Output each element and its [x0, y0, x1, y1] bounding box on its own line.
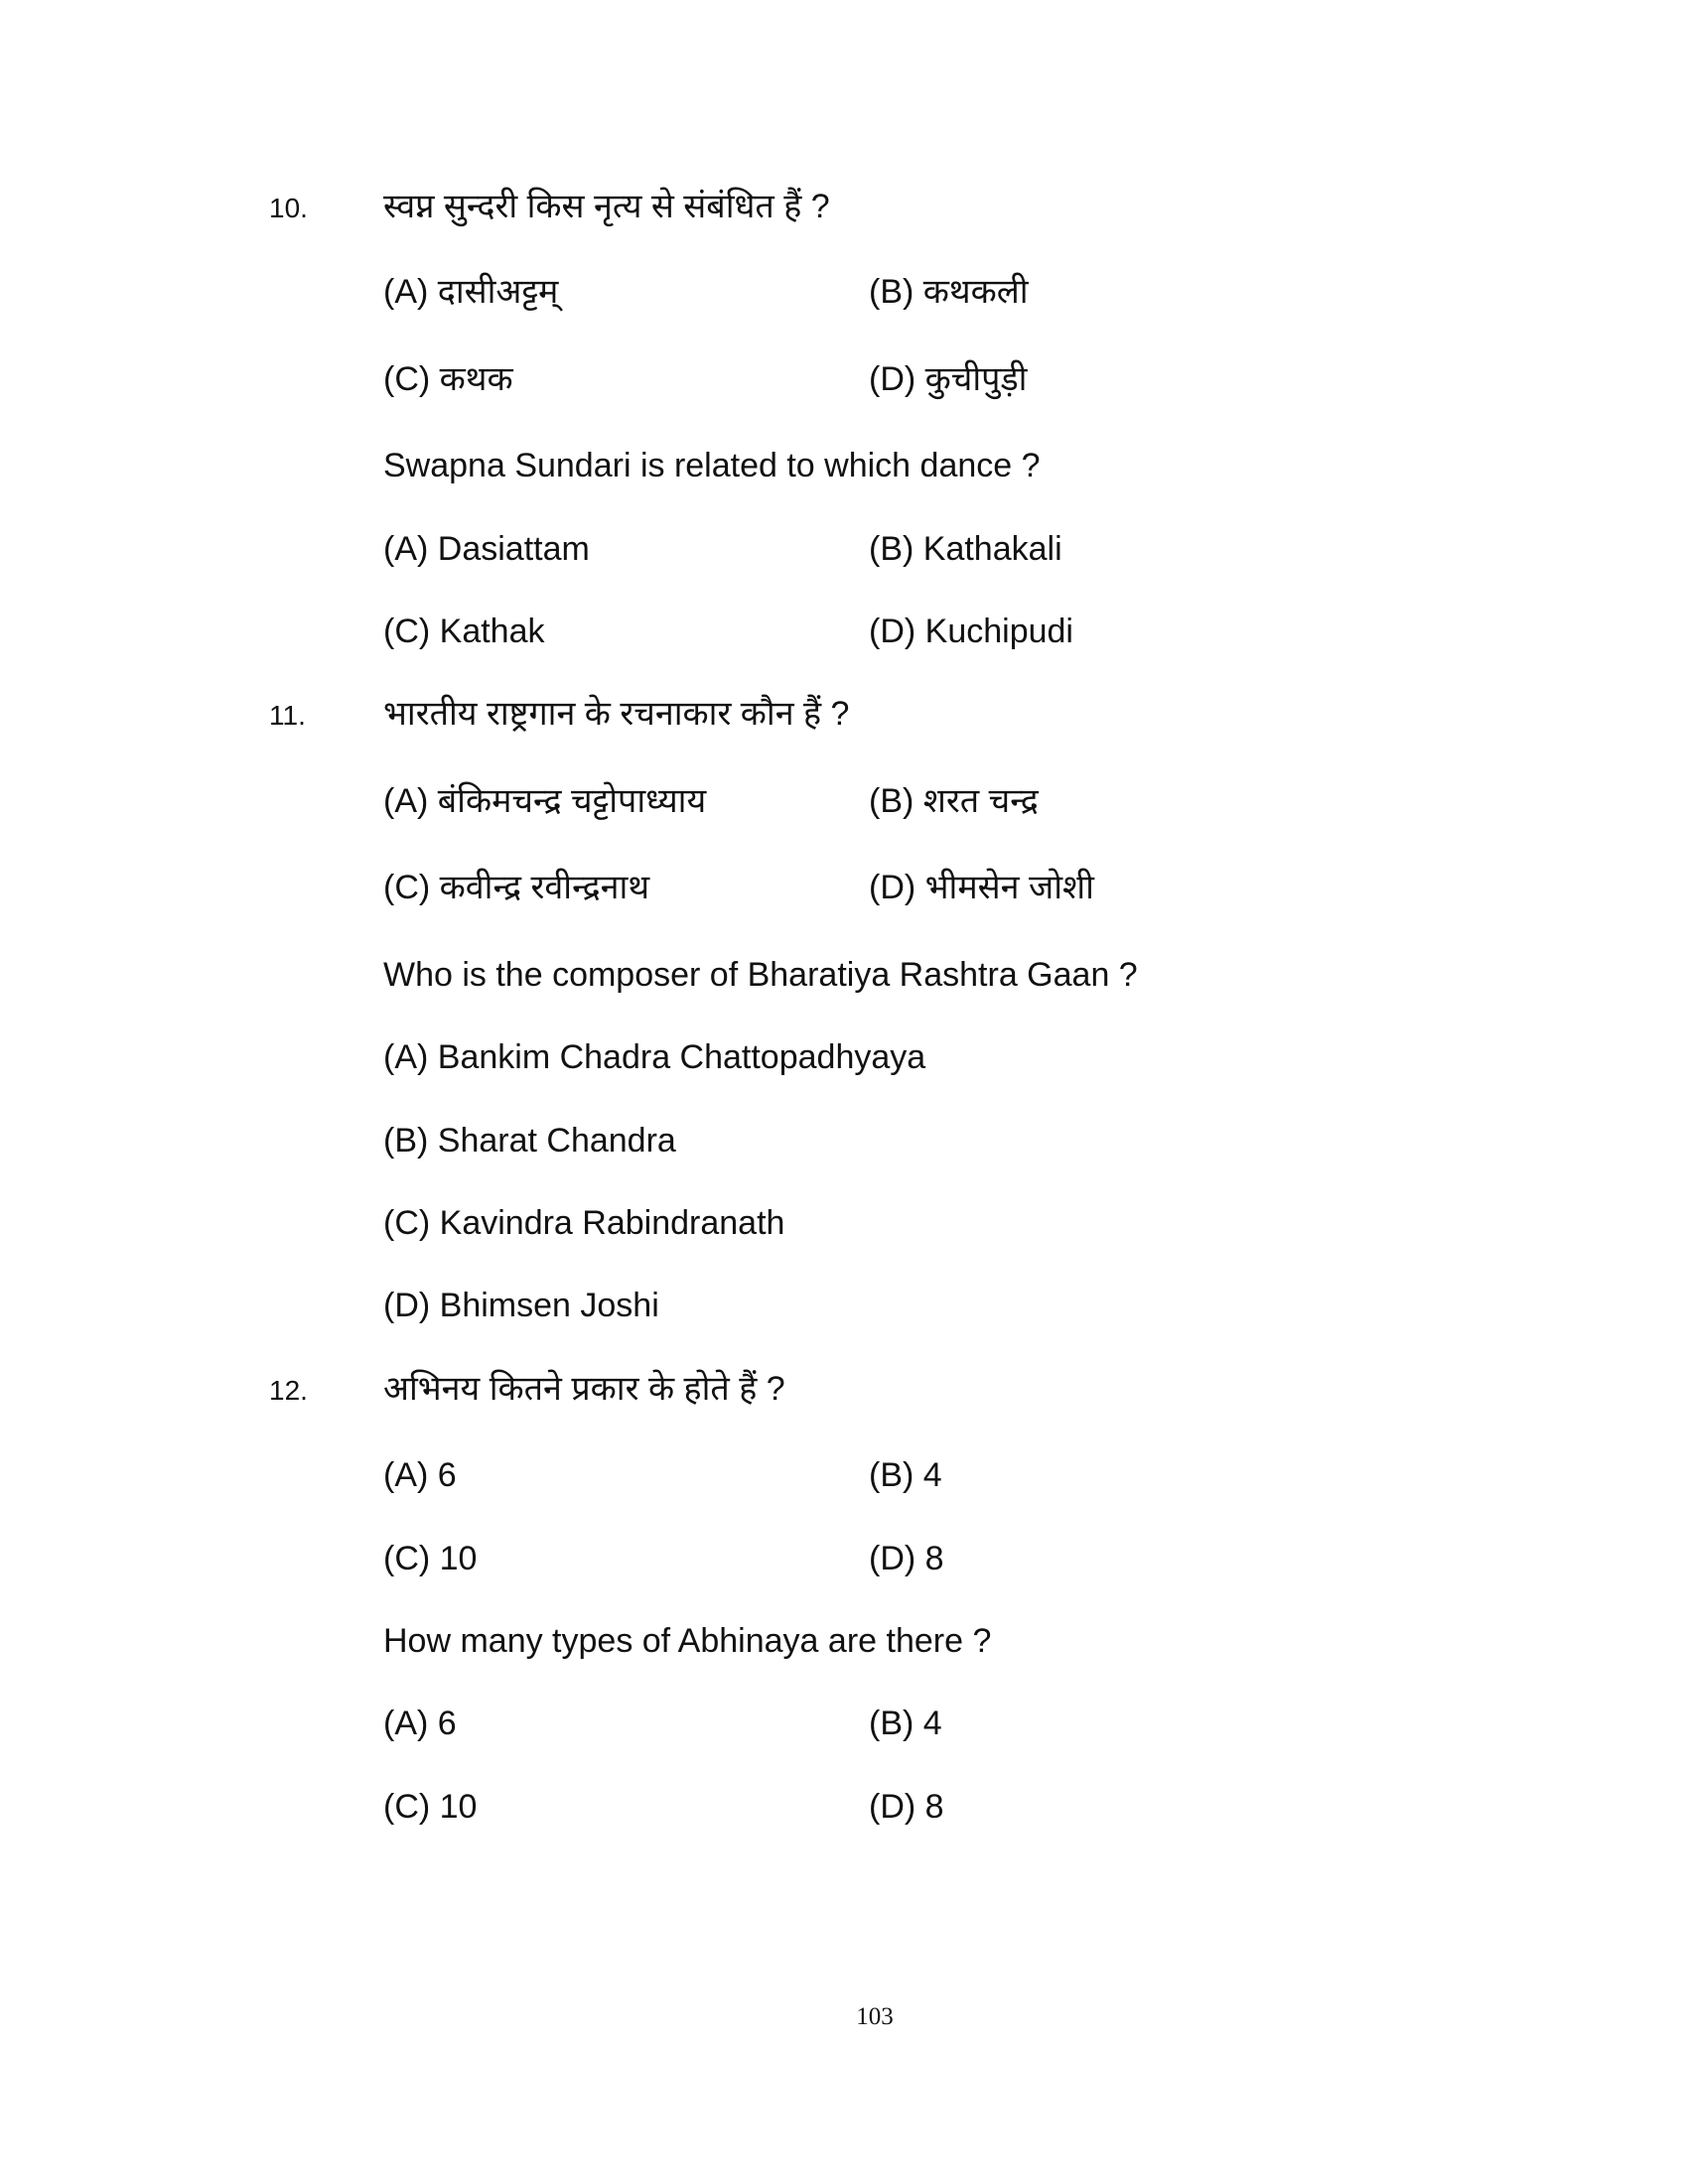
- question-text-hindi: भारतीय राष्ट्रगान के रचनाकार कौन हैं ?: [383, 695, 850, 733]
- option-b-english: (B) Kathakali: [869, 530, 1062, 568]
- question-text-hindi: स्वप्न सुन्दरी किस नृत्य से संबंधित हैं ?: [383, 188, 830, 225]
- option-b-hindi: (B) शरत चन्द्र: [869, 782, 1039, 820]
- option-b-english: (B) 4: [869, 1705, 942, 1742]
- question-text-english: Swapna Sundari is related to which dance ?: [383, 447, 1041, 484]
- option-c-hindi: (C) कवीन्द्र रवीन्द्रनाथ: [383, 869, 650, 906]
- option-d-hindi: (D) कुचीपुड़ी: [869, 360, 1028, 398]
- option-d-hindi: (D) 8: [869, 1540, 944, 1577]
- option-c-english: (C) 10: [383, 1788, 478, 1826]
- option-a-hindi: (A) 6: [383, 1456, 457, 1494]
- option-d-english: (D) Kuchipudi: [869, 613, 1073, 650]
- option-c-hindi: (C) कथक: [383, 360, 513, 398]
- option-c-english: (C) Kathak: [383, 613, 545, 650]
- option-b-english: (B) Sharat Chandra: [383, 1122, 676, 1160]
- option-a-english: (A) Dasiattam: [383, 530, 590, 568]
- option-d-english: (D) Bhimsen Joshi: [383, 1287, 659, 1324]
- question-text-english: Who is the composer of Bharatiya Rashtra Gaan ?: [383, 956, 1138, 994]
- option-b-hindi: (B) 4: [869, 1456, 942, 1494]
- option-a-hindi: (A) बंकिमचन्द्र चट्टोपाध्याय: [383, 782, 707, 820]
- option-c-english: (C) Kavindra Rabindranath: [383, 1204, 785, 1242]
- option-a-hindi: (A) दासीअट्टम्: [383, 273, 559, 311]
- option-d-english: (D) 8: [869, 1788, 944, 1826]
- option-c-hindi: (C) 10: [383, 1540, 478, 1577]
- question-text-english: How many types of Abhinaya are there ?: [383, 1622, 992, 1660]
- page-number: 103: [856, 2003, 894, 2030]
- option-a-english: (A) Bankim Chadra Chattopadhyaya: [383, 1038, 926, 1076]
- option-b-hindi: (B) कथकली: [869, 273, 1029, 311]
- question-text-hindi: अभिनय कितने प्रकार के होते हैं ?: [383, 1370, 785, 1408]
- option-a-english: (A) 6: [383, 1705, 457, 1742]
- option-d-hindi: (D) भीमसेन जोशी: [869, 869, 1094, 906]
- question-number: 10.: [269, 193, 308, 223]
- question-number: 11.: [269, 700, 306, 731]
- question-number: 12.: [269, 1375, 308, 1406]
